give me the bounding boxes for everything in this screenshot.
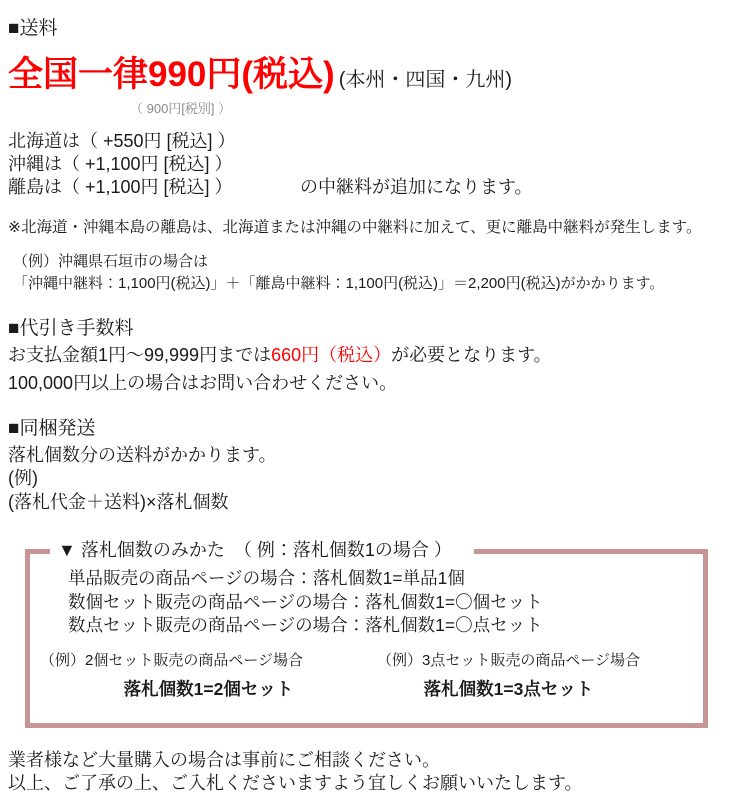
cod-fee-line1-before: お支払金額1円〜99,999円までは: [8, 344, 272, 365]
bundle-section: [8, 419, 750, 513]
shipping-section: [8, 19, 750, 295]
count-example-left-result: 落札個数1=2個セット: [123, 678, 294, 699]
cod-fee-section-title: ■代引き手数料: [8, 317, 134, 339]
count-guide-examples: [30, 652, 703, 701]
count-example-right-result: 落札個数1=3点セット: [423, 678, 594, 699]
cod-fee-amount: 660円（税込）: [271, 344, 392, 365]
surcharge-remote-fee: 離島は（ +1,100円 [税込] ）: [8, 176, 233, 197]
bundle-section-title: ■同梱発送: [8, 417, 96, 439]
cod-fee-line2: 100,000円以上の場合はお問い合わせください。: [8, 372, 398, 393]
cod-fee-section: [8, 319, 750, 395]
count-rule-item-set: 数点セット販売の商品ページの場合：落札個数1=〇点セット: [68, 615, 543, 636]
ishigaki-example: [13, 251, 750, 295]
shipping-headline: [8, 47, 750, 97]
cod-fee-line1-after: が必要となります。: [391, 344, 552, 365]
count-example-right: [377, 652, 640, 701]
remote-island-note: ※北海道・沖縄本島の離島は、北海道または沖縄の中継料に加えて、更に離島中継料が発生します。: [8, 218, 702, 236]
shipping-price-highlight: 全国一律990円(税込): [8, 54, 335, 94]
surcharge-okinawa: 沖縄は（ +1,100円 [税込] ）: [8, 153, 233, 174]
count-guide-legend: ▼ 落札個数のみかた （ 例：落札個数1の場合 ）: [58, 540, 452, 561]
count-guide-rules: [68, 567, 703, 638]
bundle-line1: 落札個数分の送料がかかります。: [8, 444, 277, 465]
ishigaki-example-detail: 「沖縄中継料：1,100円(税込)」＋「離島中継料：1,100円(税込)」＝2,200円(税込)がかかります。: [13, 274, 665, 292]
footer-bulk-purchase: 業者様など大量購入の場合は事前にご相談ください。: [8, 749, 440, 770]
count-guide-box: [25, 541, 708, 727]
shipping-region-note: (本州・四国・九州): [338, 68, 513, 91]
shipping-pretax-note: （ 900円[税別] ）: [130, 100, 232, 116]
cod-fee-line1: [8, 344, 750, 367]
surcharge-remote-islands: [8, 176, 750, 199]
footer-closing: 以上、ご了承の上、ご入札くださいますよう宜しくお願いいたします。: [8, 773, 583, 794]
surcharge-hokkaido: 北海道は（ +550円 [税込] ）: [8, 130, 236, 151]
count-example-left: [40, 652, 377, 701]
bundle-line3: (落札代金＋送料)×落札個数: [8, 491, 229, 512]
footer-notes: [8, 749, 750, 796]
count-example-right-caption: （例）3点セット販売の商品ページ場合: [377, 651, 641, 669]
count-example-left-caption: （例）2個セット販売の商品ページ場合: [40, 651, 304, 669]
shipping-section-title: ■送料: [8, 18, 58, 39]
count-rule-piece-set: 数個セット販売の商品ページの場合：落札個数1=〇個セット: [68, 591, 543, 612]
shipping-surcharge-list: [8, 130, 750, 199]
bundle-line2: (例): [8, 468, 38, 489]
count-rule-single: 単品販売の商品ページの場合：落札個数1=単品1個: [68, 568, 465, 589]
ishigaki-example-intro: （例）沖縄県石垣市の場合は: [13, 252, 209, 270]
surcharge-remote-suffix: の中継料が追加になります。: [300, 176, 533, 197]
